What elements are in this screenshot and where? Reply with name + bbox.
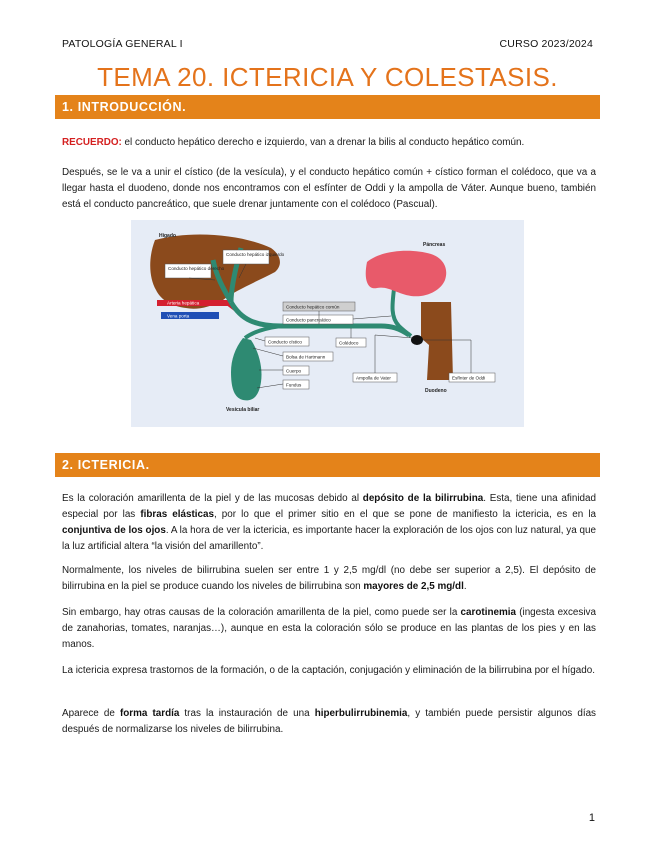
callout-hartmann — [283, 352, 333, 361]
callout-vater — [353, 373, 397, 382]
bold-deposito: depósito de la bilirrubina — [362, 493, 484, 504]
recuerdo-text: el conducto hepático derecho e izquierdo, van a drenar la bilis al conducto hepático común. — [121, 137, 525, 148]
page-number: 1 — [588, 812, 595, 824]
biliary-anatomy-illustration — [131, 220, 524, 427]
label-higado: Hígado — [159, 233, 176, 239]
callout-oddi — [449, 373, 495, 382]
intro-paragraph: Después, se le va a unir el cístico (de la vesícula), y el conducto hepático común + cístico forman el colédoco, que va a llegar hasta el duodeno, donde nos encontramos con el esfínter de Oddi y la ampolla de Váter. Aunque bueno, también está el conducto pancreático, que suele drenar juntamente con el colédoco (Pascual). — [62, 167, 596, 210]
running-header-year: CURSO 2023/2024 — [499, 38, 593, 50]
ictericia-paragraph-4: La ictericia expresa trastornos de la formación, o de la captación, conjugación y eliminación de la bilirrubina por el hígado. — [62, 665, 596, 676]
callout-pancreatico — [283, 315, 353, 324]
bold-carotinemia: carotinemia — [460, 607, 516, 618]
svg-text:Colédoco: Colédoco — [339, 340, 359, 346]
label-vesicula: Vesícula biliar — [226, 407, 260, 413]
duodenum-shape — [421, 302, 453, 380]
svg-text:Esfínter de Oddi: Esfínter de Oddi — [452, 375, 486, 381]
callout-fundus — [283, 380, 309, 389]
bold-conjuntiva: conjuntiva de los ojos — [62, 525, 166, 536]
callout-cistico — [265, 337, 309, 346]
callout-cuerpo — [283, 366, 309, 375]
svg-text:Ampolla de Vater: Ampolla de Vater — [356, 375, 391, 381]
label-duodeno: Duodeno — [425, 388, 447, 394]
svg-text:Conducto hepático izquierdo: Conducto hepático izquierdo — [226, 252, 285, 257]
ampulla-vater — [411, 335, 423, 345]
cystic-duct — [245, 326, 281, 338]
callout-hep-comun — [283, 302, 355, 311]
bold-mayores: mayores de 2,5 mg/dl — [363, 581, 464, 592]
label-arteria: Arteria hepática — [167, 300, 200, 306]
svg-text:Bolsa de Hartmann: Bolsa de Hartmann — [286, 354, 326, 360]
bold-fibras: fibras elásticas — [140, 509, 214, 520]
bold-hiperbilirrubinemia: hiperbulirrubinemia — [314, 708, 408, 719]
gallbladder-shape — [231, 338, 262, 400]
page-title: TEMA 20. ICTERICIA Y COLESTASIS. — [97, 62, 558, 92]
pancreas-shape — [366, 251, 447, 297]
biliary-anatomy-figure — [131, 220, 524, 427]
svg-text:Conducto hepático derecho: Conducto hepático derecho — [168, 266, 225, 271]
svg-text:Cuerpo: Cuerpo — [286, 368, 302, 374]
running-header-course: PATOLOGÍA GENERAL I — [62, 38, 183, 50]
svg-text:Conducto hepático común: Conducto hepático común — [286, 304, 340, 310]
ictericia-paragraph-5: Aparece de forma tardía tras la instauración de una hiperbulirrubinemia, y también puede persistir algunos días después de normalizarse los niveles de bilirrubina. — [62, 708, 596, 735]
svg-text:Conducto pancreático: Conducto pancreático — [286, 317, 331, 323]
recuerdo-label: RECUERDO: — [62, 137, 122, 148]
label-pancreas: Páncreas — [423, 242, 446, 248]
svg-text:Conducto cístico: Conducto cístico — [268, 339, 302, 345]
section-heading-introduccion: 1. INTRODUCCIÓN. — [55, 95, 600, 119]
recuerdo-paragraph — [62, 135, 596, 151]
label-vena: Vena porta — [167, 313, 190, 319]
bold-forma-tardia: forma tardía — [119, 708, 180, 719]
ictericia-paragraph-2: Normalmente, los niveles de bilirrubina suelen ser entre 1 y 2,5 mg/dl (no debe ser superior a 2,5). El depósito de bilirrubina en la piel se produce cuando los niveles de bilirrubina son mayores de 2,5 mg/dl. — [62, 565, 596, 592]
ictericia-paragraph-3: Sin embargo, hay otras causas de la coloración amarillenta de la piel, como puede ser la carotinemia (ingesta excesiva de zanahorias, tomates, naranjas…), aunque en esta la coloración sólo se produce en las plantas de los pies y en las manos. — [62, 607, 596, 650]
section-heading-ictericia: 2. ICTERICIA. — [55, 453, 600, 477]
ictericia-paragraph-1: Es la coloración amarillenta de la piel y de las mucosas debido al depósito de la bilirrubina. Esta, tiene una afinidad especial por las fibras elásticas, por lo que el primer sitio en el que se pone de manifiesto la ictericia, es en la conjuntiva de los ojos. A la hora de ver la ictericia, es importante hacer la exploración de los ojos con luz natural, ya que la luz artificial altera “la visión del amarillento”. — [62, 493, 597, 552]
callout-coledoco — [336, 338, 366, 347]
svg-text:Fundus: Fundus — [286, 382, 302, 388]
